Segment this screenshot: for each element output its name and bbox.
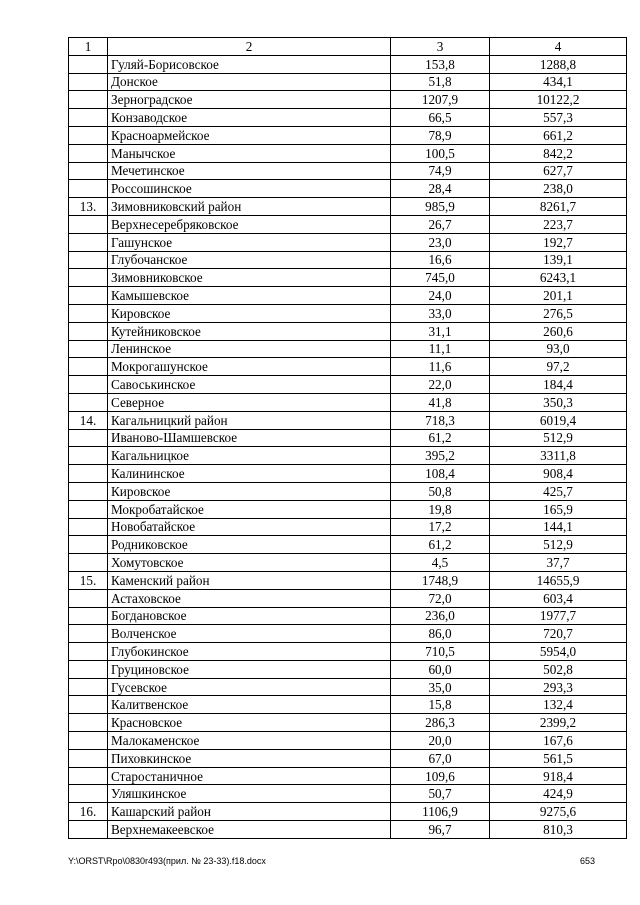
row-name-cell: Калининское bbox=[108, 465, 391, 483]
table-row bbox=[69, 340, 627, 358]
table-row bbox=[69, 536, 627, 554]
row-name-cell: Глубокинское bbox=[108, 643, 391, 661]
table-row bbox=[69, 785, 627, 803]
table-row bbox=[69, 269, 627, 287]
row-name-cell: Груциновское bbox=[108, 660, 391, 678]
row-number-cell bbox=[69, 518, 108, 536]
row-value-3-cell: 745,0 bbox=[391, 269, 490, 287]
table-row bbox=[69, 91, 627, 109]
table-row bbox=[69, 749, 627, 767]
row-name-cell: Кашарский район bbox=[108, 803, 391, 821]
row-number-cell bbox=[69, 714, 108, 732]
table-row bbox=[69, 180, 627, 198]
row-name-cell: Зимовниковское bbox=[108, 269, 391, 287]
row-value-4-cell: 8261,7 bbox=[490, 198, 627, 216]
row-name-cell: Донское bbox=[108, 73, 391, 91]
row-value-3-cell: 31,1 bbox=[391, 322, 490, 340]
row-value-3-cell: 35,0 bbox=[391, 678, 490, 696]
row-value-3-cell: 23,0 bbox=[391, 233, 490, 251]
row-value-3-cell: 26,7 bbox=[391, 215, 490, 233]
row-value-4-cell: 512,9 bbox=[490, 536, 627, 554]
row-value-3-cell: 17,2 bbox=[391, 518, 490, 536]
table-row bbox=[69, 233, 627, 251]
row-number-cell bbox=[69, 162, 108, 180]
row-value-4-cell: 908,4 bbox=[490, 465, 627, 483]
table-row bbox=[69, 162, 627, 180]
row-value-3-cell: 41,8 bbox=[391, 393, 490, 411]
row-value-4-cell: 132,4 bbox=[490, 696, 627, 714]
row-number-cell bbox=[69, 215, 108, 233]
row-number-cell bbox=[69, 304, 108, 322]
row-name-cell: Кировское bbox=[108, 304, 391, 322]
row-name-cell: Конзаводское bbox=[108, 109, 391, 127]
table-row bbox=[69, 109, 627, 127]
row-value-3-cell: 96,7 bbox=[391, 821, 490, 839]
row-value-3-cell: 11,1 bbox=[391, 340, 490, 358]
row-number-cell bbox=[69, 660, 108, 678]
table-row bbox=[69, 126, 627, 144]
table-row bbox=[69, 287, 627, 305]
row-number-cell bbox=[69, 696, 108, 714]
row-value-3-cell: 61,2 bbox=[391, 429, 490, 447]
header-cell-2: 2 bbox=[108, 38, 391, 56]
row-value-3-cell: 50,8 bbox=[391, 482, 490, 500]
row-value-4-cell: 627,7 bbox=[490, 162, 627, 180]
row-number-cell bbox=[69, 643, 108, 661]
row-name-cell: Пиховкинское bbox=[108, 749, 391, 767]
row-value-4-cell: 557,3 bbox=[490, 109, 627, 127]
row-name-cell: Зерноградское bbox=[108, 91, 391, 109]
table-row bbox=[69, 518, 627, 536]
table-row bbox=[69, 429, 627, 447]
row-value-4-cell: 10122,2 bbox=[490, 91, 627, 109]
table-row bbox=[69, 215, 627, 233]
row-value-4-cell: 425,7 bbox=[490, 482, 627, 500]
row-value-4-cell: 223,7 bbox=[490, 215, 627, 233]
table-row bbox=[69, 500, 627, 518]
row-value-4-cell: 293,3 bbox=[490, 678, 627, 696]
row-value-3-cell: 19,8 bbox=[391, 500, 490, 518]
row-value-4-cell: 260,6 bbox=[490, 322, 627, 340]
row-value-4-cell: 201,1 bbox=[490, 287, 627, 305]
table-row bbox=[69, 73, 627, 91]
row-number-cell bbox=[69, 767, 108, 785]
row-name-cell: Красновское bbox=[108, 714, 391, 732]
table-row bbox=[69, 714, 627, 732]
row-name-cell: Кутейниковское bbox=[108, 322, 391, 340]
row-value-3-cell: 51,8 bbox=[391, 73, 490, 91]
row-value-4-cell: 97,2 bbox=[490, 358, 627, 376]
row-number-cell bbox=[69, 554, 108, 572]
row-number-cell: 15. bbox=[69, 571, 108, 589]
row-name-cell: Старостаничное bbox=[108, 767, 391, 785]
row-number-cell bbox=[69, 447, 108, 465]
row-name-cell: Верхнемакеевское bbox=[108, 821, 391, 839]
table-row bbox=[69, 607, 627, 625]
row-number-cell bbox=[69, 376, 108, 394]
table-row bbox=[69, 732, 627, 750]
row-value-4-cell: 139,1 bbox=[490, 251, 627, 269]
row-number-cell bbox=[69, 465, 108, 483]
row-value-3-cell: 4,5 bbox=[391, 554, 490, 572]
row-value-3-cell: 61,2 bbox=[391, 536, 490, 554]
row-value-4-cell: 720,7 bbox=[490, 625, 627, 643]
row-number-cell bbox=[69, 358, 108, 376]
row-number-cell bbox=[69, 429, 108, 447]
table-row bbox=[69, 482, 627, 500]
row-value-3-cell: 16,6 bbox=[391, 251, 490, 269]
row-number-cell bbox=[69, 785, 108, 803]
row-value-3-cell: 1748,9 bbox=[391, 571, 490, 589]
row-name-cell: Мокробатайское bbox=[108, 500, 391, 518]
row-value-4-cell: 9275,6 bbox=[490, 803, 627, 821]
row-value-4-cell: 6243,1 bbox=[490, 269, 627, 287]
table-row bbox=[69, 322, 627, 340]
row-number-cell bbox=[69, 749, 108, 767]
row-value-3-cell: 1106,9 bbox=[391, 803, 490, 821]
table-row bbox=[69, 465, 627, 483]
table-row bbox=[69, 554, 627, 572]
row-number-cell: 14. bbox=[69, 411, 108, 429]
table-row bbox=[69, 643, 627, 661]
row-value-4-cell: 6019,4 bbox=[490, 411, 627, 429]
row-number-cell bbox=[69, 340, 108, 358]
table-row bbox=[69, 304, 627, 322]
row-name-cell: Гусевское bbox=[108, 678, 391, 696]
row-value-3-cell: 1207,9 bbox=[391, 91, 490, 109]
row-value-4-cell: 184,4 bbox=[490, 376, 627, 394]
row-name-cell: Иваново-Шамшевское bbox=[108, 429, 391, 447]
table-row bbox=[69, 251, 627, 269]
row-value-4-cell: 561,5 bbox=[490, 749, 627, 767]
row-value-3-cell: 100,5 bbox=[391, 144, 490, 162]
row-number-cell bbox=[69, 607, 108, 625]
table-row bbox=[69, 696, 627, 714]
row-name-cell: Верхнесеребряковское bbox=[108, 215, 391, 233]
row-number-cell bbox=[69, 482, 108, 500]
row-value-4-cell: 1977,7 bbox=[490, 607, 627, 625]
row-value-3-cell: 11,6 bbox=[391, 358, 490, 376]
row-value-4-cell: 512,9 bbox=[490, 429, 627, 447]
row-value-3-cell: 718,3 bbox=[391, 411, 490, 429]
row-number-cell bbox=[69, 589, 108, 607]
row-number-cell bbox=[69, 269, 108, 287]
row-name-cell: Калитвенское bbox=[108, 696, 391, 714]
row-value-4-cell: 93,0 bbox=[490, 340, 627, 358]
row-number-cell bbox=[69, 73, 108, 91]
row-value-4-cell: 350,3 bbox=[490, 393, 627, 411]
row-value-3-cell: 33,0 bbox=[391, 304, 490, 322]
footer-file-path: Y:\ORST\Rpo\0830r493(прил. № 23-33).f18.docx bbox=[68, 856, 266, 866]
row-value-4-cell: 603,4 bbox=[490, 589, 627, 607]
table-row bbox=[69, 411, 627, 429]
row-value-3-cell: 78,9 bbox=[391, 126, 490, 144]
row-number-cell bbox=[69, 287, 108, 305]
row-name-cell: Кагальницкий район bbox=[108, 411, 391, 429]
row-value-4-cell: 424,9 bbox=[490, 785, 627, 803]
table-row bbox=[69, 625, 627, 643]
row-value-3-cell: 15,8 bbox=[391, 696, 490, 714]
row-value-4-cell: 167,6 bbox=[490, 732, 627, 750]
row-name-cell: Каменский район bbox=[108, 571, 391, 589]
row-name-cell: Мокрогашунское bbox=[108, 358, 391, 376]
row-value-4-cell: 276,5 bbox=[490, 304, 627, 322]
table-row bbox=[69, 393, 627, 411]
row-value-3-cell: 60,0 bbox=[391, 660, 490, 678]
row-value-3-cell: 86,0 bbox=[391, 625, 490, 643]
row-name-cell: Астаховское bbox=[108, 589, 391, 607]
table-header-row bbox=[69, 38, 627, 56]
row-value-3-cell: 50,7 bbox=[391, 785, 490, 803]
row-name-cell: Малокаменское bbox=[108, 732, 391, 750]
row-value-3-cell: 74,9 bbox=[391, 162, 490, 180]
row-number-cell bbox=[69, 233, 108, 251]
table-row bbox=[69, 571, 627, 589]
row-value-4-cell: 144,1 bbox=[490, 518, 627, 536]
row-value-3-cell: 24,0 bbox=[391, 287, 490, 305]
row-value-4-cell: 661,2 bbox=[490, 126, 627, 144]
row-name-cell: Родниковское bbox=[108, 536, 391, 554]
table-row bbox=[69, 198, 627, 216]
table-row bbox=[69, 358, 627, 376]
header-cell-3: 3 bbox=[391, 38, 490, 56]
row-name-cell: Зимовниковский район bbox=[108, 198, 391, 216]
row-value-4-cell: 434,1 bbox=[490, 73, 627, 91]
row-name-cell: Ленинское bbox=[108, 340, 391, 358]
row-number-cell bbox=[69, 322, 108, 340]
row-name-cell: Гашунское bbox=[108, 233, 391, 251]
row-name-cell: Северное bbox=[108, 393, 391, 411]
row-name-cell: Красноармейское bbox=[108, 126, 391, 144]
row-number-cell bbox=[69, 144, 108, 162]
row-number-cell bbox=[69, 500, 108, 518]
row-value-4-cell: 165,9 bbox=[490, 500, 627, 518]
row-name-cell: Камышевское bbox=[108, 287, 391, 305]
row-number-cell bbox=[69, 625, 108, 643]
row-value-3-cell: 22,0 bbox=[391, 376, 490, 394]
row-number-cell bbox=[69, 91, 108, 109]
row-value-4-cell: 192,7 bbox=[490, 233, 627, 251]
table-row bbox=[69, 660, 627, 678]
row-name-cell: Глубочанское bbox=[108, 251, 391, 269]
row-value-4-cell: 1288,8 bbox=[490, 55, 627, 73]
row-name-cell: Мечетинское bbox=[108, 162, 391, 180]
row-name-cell: Уляшкинское bbox=[108, 785, 391, 803]
table-body bbox=[69, 38, 627, 839]
row-value-3-cell: 985,9 bbox=[391, 198, 490, 216]
row-number-cell: 13. bbox=[69, 198, 108, 216]
row-name-cell: Волченское bbox=[108, 625, 391, 643]
row-number-cell bbox=[69, 180, 108, 198]
row-value-4-cell: 810,3 bbox=[490, 821, 627, 839]
row-name-cell: Кировское bbox=[108, 482, 391, 500]
table-row bbox=[69, 589, 627, 607]
row-value-3-cell: 66,5 bbox=[391, 109, 490, 127]
row-value-3-cell: 395,2 bbox=[391, 447, 490, 465]
row-number-cell bbox=[69, 55, 108, 73]
row-value-3-cell: 72,0 bbox=[391, 589, 490, 607]
table-row bbox=[69, 55, 627, 73]
row-value-4-cell: 842,2 bbox=[490, 144, 627, 162]
row-value-3-cell: 108,4 bbox=[391, 465, 490, 483]
data-table bbox=[68, 37, 627, 839]
row-number-cell bbox=[69, 393, 108, 411]
row-value-4-cell: 14655,9 bbox=[490, 571, 627, 589]
row-name-cell: Савоськинское bbox=[108, 376, 391, 394]
row-number-cell bbox=[69, 109, 108, 127]
table-row bbox=[69, 376, 627, 394]
row-name-cell: Россошинское bbox=[108, 180, 391, 198]
row-value-4-cell: 2399,2 bbox=[490, 714, 627, 732]
row-value-4-cell: 502,8 bbox=[490, 660, 627, 678]
row-name-cell: Гуляй-Борисовское bbox=[108, 55, 391, 73]
table-row bbox=[69, 767, 627, 785]
row-value-4-cell: 37,7 bbox=[490, 554, 627, 572]
row-number-cell bbox=[69, 536, 108, 554]
row-number-cell bbox=[69, 251, 108, 269]
row-value-3-cell: 67,0 bbox=[391, 749, 490, 767]
row-name-cell: Богдановское bbox=[108, 607, 391, 625]
row-value-3-cell: 153,8 bbox=[391, 55, 490, 73]
row-value-4-cell: 5954,0 bbox=[490, 643, 627, 661]
row-name-cell: Хомутовское bbox=[108, 554, 391, 572]
row-value-4-cell: 238,0 bbox=[490, 180, 627, 198]
row-value-3-cell: 28,4 bbox=[391, 180, 490, 198]
table-row bbox=[69, 678, 627, 696]
row-number-cell bbox=[69, 821, 108, 839]
row-number-cell bbox=[69, 678, 108, 696]
row-value-3-cell: 286,3 bbox=[391, 714, 490, 732]
row-value-4-cell: 3311,8 bbox=[490, 447, 627, 465]
header-cell-1: 1 bbox=[69, 38, 108, 56]
row-value-3-cell: 109,6 bbox=[391, 767, 490, 785]
table-row bbox=[69, 803, 627, 821]
row-number-cell: 16. bbox=[69, 803, 108, 821]
table-row bbox=[69, 144, 627, 162]
row-value-3-cell: 20,0 bbox=[391, 732, 490, 750]
table-row bbox=[69, 821, 627, 839]
row-name-cell: Кагальницкое bbox=[108, 447, 391, 465]
footer-page-number: 653 bbox=[580, 856, 596, 866]
row-value-3-cell: 236,0 bbox=[391, 607, 490, 625]
row-number-cell bbox=[69, 126, 108, 144]
row-value-4-cell: 918,4 bbox=[490, 767, 627, 785]
row-value-3-cell: 710,5 bbox=[391, 643, 490, 661]
header-cell-4: 4 bbox=[490, 38, 627, 56]
row-name-cell: Новобатайское bbox=[108, 518, 391, 536]
row-number-cell bbox=[69, 732, 108, 750]
row-name-cell: Манычское bbox=[108, 144, 391, 162]
table-row bbox=[69, 447, 627, 465]
